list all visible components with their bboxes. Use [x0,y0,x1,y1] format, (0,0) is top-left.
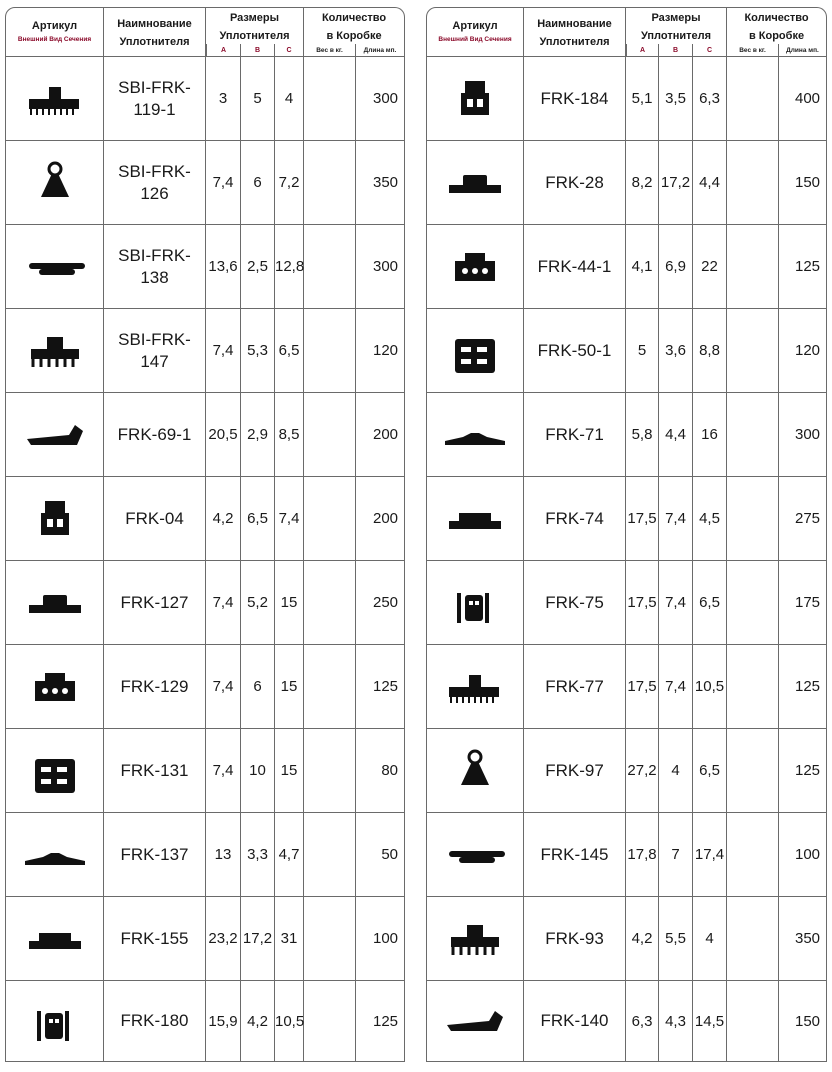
dim-a-value: 5,1 [626,57,659,141]
dim-a-value: 4,2 [626,897,659,981]
seal-name: FRK-93 [524,897,626,981]
weight-value [304,309,356,393]
header-dim-c: C [693,44,727,57]
dim-c-value: 10,5 [693,645,727,729]
weight-value [727,393,779,477]
dim-a-value: 6,3 [626,981,659,1062]
seal-name: FRK-140 [524,981,626,1062]
dim-a-value: 15,9 [206,981,241,1062]
seal-name: FRK-127 [104,561,206,645]
header-dim-a: A [626,44,659,57]
seal-profile-icon [20,489,90,549]
weight-value [304,561,356,645]
seal-profile-icon [20,237,90,297]
length-value: 150 [779,141,827,225]
dim-c-value: 6,5 [275,309,304,393]
table-row [426,813,827,897]
weight-value [304,813,356,897]
seal-profile-icon [20,405,90,465]
header-quantity: Количество в Коробке [304,7,405,44]
seal-name: FRK-44-1 [524,225,626,309]
seal-name: SBI-FRK-147 [104,309,206,393]
length-value: 125 [356,981,405,1062]
dim-a-value: 5 [626,309,659,393]
table-row [426,477,827,561]
seal-profile-icon [440,991,510,1051]
weight-value [727,897,779,981]
dim-b-value: 7 [659,813,693,897]
table-row [5,897,405,981]
profile-cell [5,309,104,393]
dim-a-value: 4,1 [626,225,659,309]
dim-b-value: 2,9 [241,393,275,477]
header-dim-a: A [206,44,241,57]
header-dim-b: B [241,44,275,57]
seal-name: FRK-04 [104,477,206,561]
weight-value [304,393,356,477]
dim-c-value: 15 [275,561,304,645]
table-row [426,561,827,645]
dim-b-value: 4,3 [659,981,693,1062]
dim-b-value: 6,9 [659,225,693,309]
dim-b-value: 17,2 [659,141,693,225]
dim-c-value: 4,7 [275,813,304,897]
length-value: 80 [356,729,405,813]
dim-a-value: 7,4 [206,309,241,393]
dim-a-value: 7,4 [206,729,241,813]
seal-profile-icon [20,991,90,1051]
seal-profile-icon [440,321,510,381]
profile-cell [426,477,524,561]
profile-cell [5,981,104,1062]
length-value: 120 [356,309,405,393]
weight-value [304,225,356,309]
seal-name: FRK-28 [524,141,626,225]
table-row [5,225,405,309]
seal-name: FRK-137 [104,813,206,897]
dim-b-value: 7,4 [659,477,693,561]
table-row [5,477,405,561]
dim-a-value: 17,5 [626,477,659,561]
seal-profile-icon [20,321,90,381]
dim-b-value: 3,6 [659,309,693,393]
header-dimensions: Размеры Уплотнителя [206,7,304,44]
length-value: 100 [356,897,405,981]
header-quantity: Количество в Коробке [727,7,827,44]
header-dim-c: C [275,44,304,57]
dim-c-value: 15 [275,729,304,813]
profile-cell [5,645,104,729]
seal-profile-icon [440,153,510,213]
seal-profile-icon [440,237,510,297]
dim-b-value: 5,2 [241,561,275,645]
seal-name: FRK-71 [524,393,626,477]
seal-name: FRK-180 [104,981,206,1062]
dim-b-value: 4,4 [659,393,693,477]
dim-c-value: 17,4 [693,813,727,897]
dim-b-value: 3,5 [659,57,693,141]
length-value: 200 [356,393,405,477]
length-value: 300 [779,393,827,477]
seal-profile-icon [20,153,90,213]
seal-profile-icon [440,573,510,633]
table-row [5,57,405,141]
seal-name: FRK-77 [524,645,626,729]
dim-a-value: 5,8 [626,393,659,477]
length-value: 275 [779,477,827,561]
dim-b-value: 5,3 [241,309,275,393]
seal-name: FRK-129 [104,645,206,729]
profile-cell [5,813,104,897]
header-name: Наимнование Уплотнителя [524,7,626,57]
header-length: Длина мп. [356,44,405,57]
dim-a-value: 23,2 [206,897,241,981]
profile-cell [5,561,104,645]
dim-c-value: 6,5 [693,729,727,813]
dim-b-value: 6 [241,141,275,225]
dim-a-value: 27,2 [626,729,659,813]
dim-a-value: 20,5 [206,393,241,477]
dim-b-value: 3,3 [241,813,275,897]
weight-value [727,645,779,729]
weight-value [727,57,779,141]
dim-a-value: 7,4 [206,561,241,645]
seal-profile-icon [440,69,510,129]
seal-profile-icon [20,573,90,633]
profile-cell [5,141,104,225]
dim-c-value: 4 [275,57,304,141]
dim-c-value: 6,3 [693,57,727,141]
profile-cell [426,561,524,645]
dim-c-value: 15 [275,645,304,729]
weight-value [304,141,356,225]
seal-name: SBI-FRK-138 [104,225,206,309]
dim-b-value: 7,4 [659,561,693,645]
dim-b-value: 4 [659,729,693,813]
seal-name: FRK-131 [104,729,206,813]
dim-c-value: 10,5 [275,981,304,1062]
length-value: 200 [356,477,405,561]
seal-name: FRK-75 [524,561,626,645]
weight-value [727,729,779,813]
table-row [5,645,405,729]
profile-cell [5,57,104,141]
table-row [5,309,405,393]
dim-a-value: 3 [206,57,241,141]
seal-name: FRK-69-1 [104,393,206,477]
weight-value [304,645,356,729]
dim-c-value: 8,8 [693,309,727,393]
length-value: 400 [779,57,827,141]
length-value: 125 [356,645,405,729]
seal-profile-icon [440,741,510,801]
table-row [5,729,405,813]
length-value: 250 [356,561,405,645]
table-row [426,393,827,477]
dim-b-value: 10 [241,729,275,813]
dim-c-value: 31 [275,897,304,981]
profile-cell [426,813,524,897]
table-row [5,393,405,477]
seal-name: FRK-155 [104,897,206,981]
profile-cell [426,645,524,729]
dim-c-value: 4 [693,897,727,981]
dim-b-value: 6 [241,645,275,729]
dim-c-value: 7,4 [275,477,304,561]
weight-value [727,477,779,561]
header-article: Артикул Внешний Вид Сечения [5,7,104,57]
length-value: 350 [356,141,405,225]
length-value: 120 [779,309,827,393]
profile-cell [426,981,524,1062]
length-value: 125 [779,729,827,813]
dim-c-value: 14,5 [693,981,727,1062]
dim-a-value: 4,2 [206,477,241,561]
weight-value [727,813,779,897]
header-weight: Вес в кг. [727,44,779,57]
seal-profile-icon [440,657,510,717]
table-row [5,981,405,1062]
seal-table-right [426,7,827,1062]
dim-b-value: 5,5 [659,897,693,981]
seal-profile-icon [20,657,90,717]
table-row [426,309,827,393]
dim-b-value: 4,2 [241,981,275,1062]
dim-a-value: 7,4 [206,645,241,729]
dim-c-value: 7,2 [275,141,304,225]
profile-cell [426,309,524,393]
seal-name: SBI-FRK-119-1 [104,57,206,141]
table-row [426,645,827,729]
dim-a-value: 17,5 [626,561,659,645]
table-row [426,729,827,813]
seal-name: FRK-50-1 [524,309,626,393]
header-name: Наимнование Уплотнителя [104,7,206,57]
header-article: Артикул Внешний Вид Сечения [426,7,524,57]
weight-value [304,981,356,1062]
dim-a-value: 17,5 [626,645,659,729]
seal-profile-icon [440,489,510,549]
dim-c-value: 22 [693,225,727,309]
seal-profile-icon [20,741,90,801]
seal-name: FRK-145 [524,813,626,897]
seal-profile-icon [20,825,90,885]
dim-b-value: 2,5 [241,225,275,309]
length-value: 50 [356,813,405,897]
weight-value [304,57,356,141]
length-value: 300 [356,225,405,309]
profile-cell [426,729,524,813]
dim-b-value: 6,5 [241,477,275,561]
dim-c-value: 8,5 [275,393,304,477]
table-row [5,813,405,897]
dim-c-value: 6,5 [693,561,727,645]
table-row [5,141,405,225]
seal-profile-icon [20,909,90,969]
dim-b-value: 7,4 [659,645,693,729]
table-row [426,981,827,1062]
seal-name: SBI-FRK-126 [104,141,206,225]
table-row [426,225,827,309]
header-length: Длина мп. [779,44,827,57]
profile-cell [5,393,104,477]
profile-cell [426,897,524,981]
seal-profile-icon [20,69,90,129]
length-value: 175 [779,561,827,645]
profile-cell [5,225,104,309]
profile-cell [5,729,104,813]
profile-cell [426,225,524,309]
table-row [426,141,827,225]
weight-value [727,981,779,1062]
dim-a-value: 8,2 [626,141,659,225]
profile-cell [5,897,104,981]
dim-c-value: 16 [693,393,727,477]
dim-a-value: 13,6 [206,225,241,309]
seal-profile-icon [440,825,510,885]
dim-a-value: 7,4 [206,141,241,225]
table-row [426,897,827,981]
weight-value [727,309,779,393]
dim-b-value: 17,2 [241,897,275,981]
weight-value [727,225,779,309]
length-value: 125 [779,645,827,729]
table-row [5,561,405,645]
dim-b-value: 5 [241,57,275,141]
length-value: 125 [779,225,827,309]
seal-name: FRK-97 [524,729,626,813]
dim-a-value: 17,8 [626,813,659,897]
seal-profile-icon [440,909,510,969]
header-dim-b: B [659,44,693,57]
header-dimensions: Размеры Уплотнителя [626,7,727,44]
weight-value [304,477,356,561]
seal-name: FRK-184 [524,57,626,141]
length-value: 100 [779,813,827,897]
length-value: 300 [356,57,405,141]
seal-table-left [5,7,405,1062]
length-value: 150 [779,981,827,1062]
weight-value [727,141,779,225]
weight-value [727,561,779,645]
header-weight: Вес в кг. [304,44,356,57]
profile-cell [426,393,524,477]
length-value: 350 [779,897,827,981]
dim-c-value: 12,8 [275,225,304,309]
weight-value [304,729,356,813]
seal-profile-icon [440,405,510,465]
profile-cell [426,141,524,225]
table-row [426,57,827,141]
dim-a-value: 13 [206,813,241,897]
dim-c-value: 4,5 [693,477,727,561]
profile-cell [5,477,104,561]
weight-value [304,897,356,981]
dim-c-value: 4,4 [693,141,727,225]
profile-cell [426,57,524,141]
seal-name: FRK-74 [524,477,626,561]
